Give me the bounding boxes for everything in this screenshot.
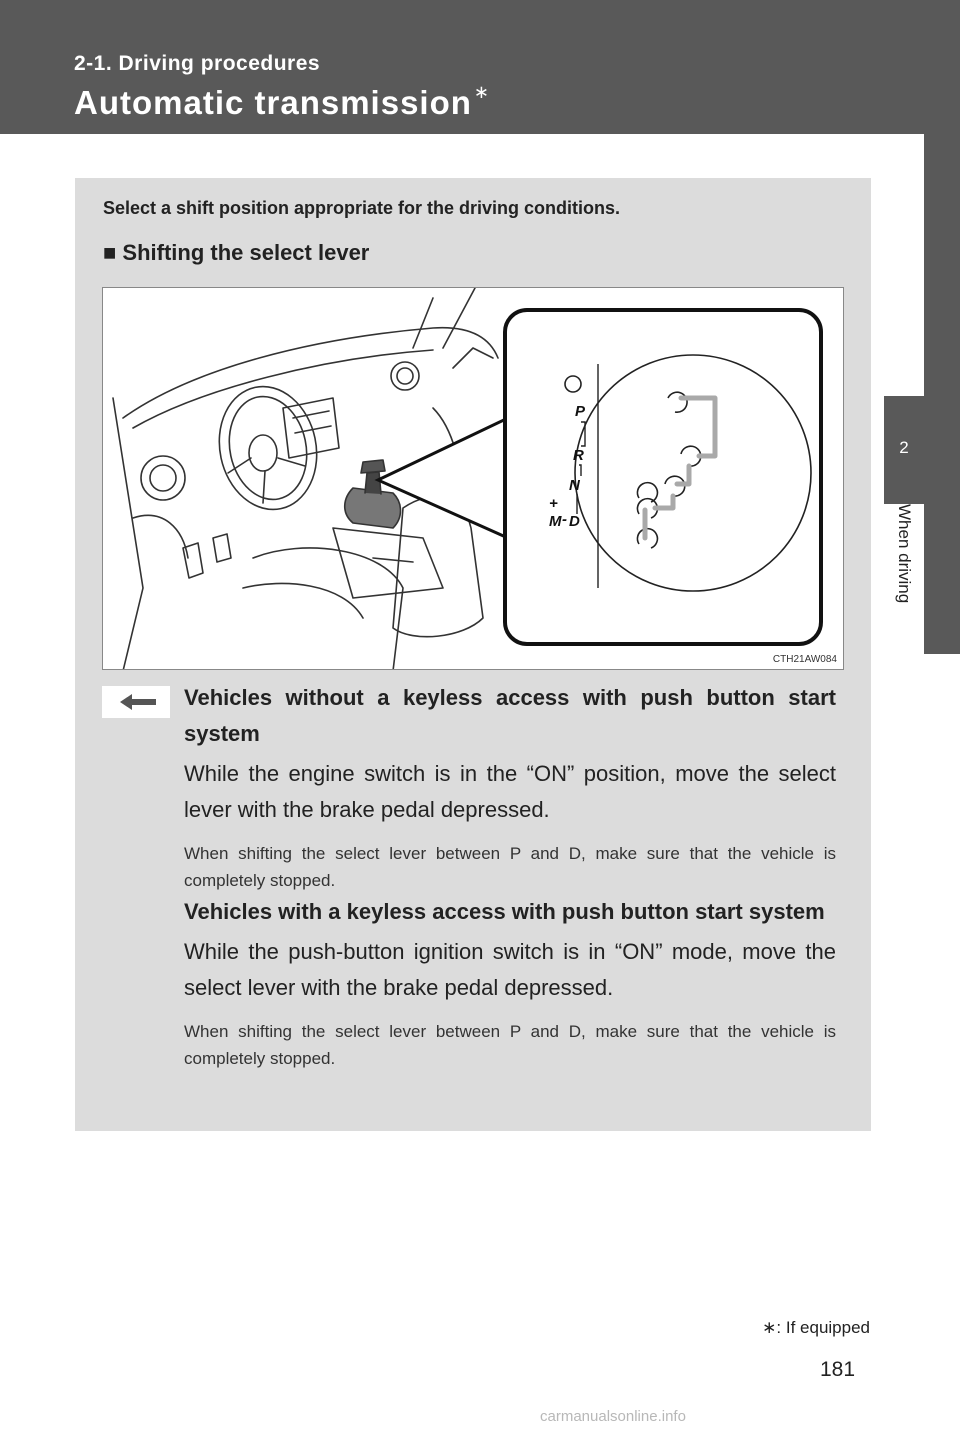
figure-code: CTH21AW084 [772, 654, 837, 665]
gate-label-n: N [569, 477, 580, 494]
chapter-label: When driving [895, 504, 914, 604]
footnote: ∗: If equipped [762, 1318, 870, 1337]
gate-label-r: R [573, 447, 584, 464]
page-title [74, 84, 490, 122]
gate-label-minus: - [562, 511, 567, 528]
block-body: While the engine switch is in the “ON” position, move the select lever with the brake pedal depressed. [184, 761, 836, 822]
intro-text: Select a shift position appropriate for the driving conditions. [103, 198, 621, 218]
page-title-text: Automatic transmission [74, 84, 472, 121]
chapter-label-box [884, 504, 924, 654]
side-strip-top [924, 134, 960, 396]
section-label: 2-1. Driving procedures [74, 52, 321, 75]
subheading: ■ Shifting the select lever [103, 240, 370, 265]
block-note: When shifting the select lever between P and D, make sure that the vehicle is completely stopped. [184, 1022, 836, 1068]
gate-label-plus: + [549, 495, 558, 512]
cabin-drawing [103, 288, 844, 670]
if-equipped-mark: ∗ [473, 82, 491, 102]
page-number: 181 [820, 1358, 856, 1381]
block-without-keyless [184, 680, 836, 894]
chapter-number: 2 [899, 438, 909, 457]
side-strip-bottom [924, 504, 960, 654]
block-heading: Vehicles with a keyless access with push button start system [184, 899, 825, 924]
shift-lever-illustration [102, 287, 844, 670]
block-heading: Vehicles without a keyless access with push button start system [184, 685, 836, 746]
gate-label-m: M [549, 513, 562, 530]
block-body: While the push-button ignition switch is in “ON” mode, move the select lever with the brake pedal depressed. [184, 939, 836, 1000]
arrow-badge [102, 686, 170, 718]
block-with-keyless [184, 894, 836, 1072]
block-note: When shifting the select lever between P and D, make sure that the vehicle is completely stopped. [184, 844, 836, 890]
left-arrow-icon [102, 686, 170, 718]
watermark: carmanualsonline.info [540, 1408, 686, 1425]
gate-label-d: D [569, 513, 580, 530]
gate-label-p: P [575, 403, 586, 420]
page-header [0, 0, 960, 134]
